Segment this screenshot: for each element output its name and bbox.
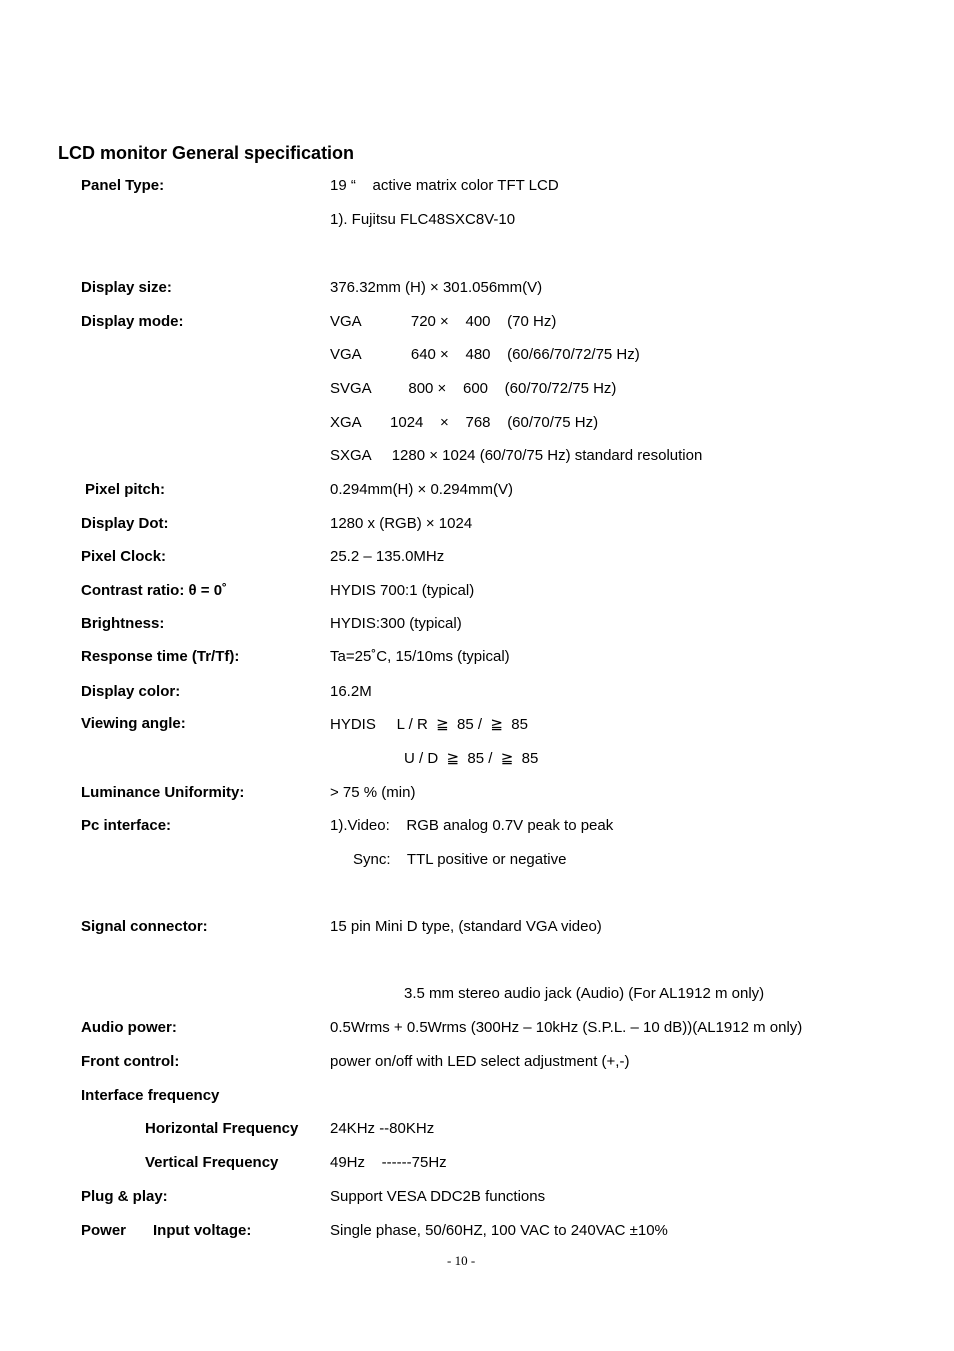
vertical-frequency-label: Vertical Frequency xyxy=(145,1154,279,1171)
viewing-angle-vertical: U / D ≧ 85 / ≧ 85 xyxy=(404,750,539,767)
input-voltage-value: Single phase, 50/60HZ, 100 VAC to 240VAC ±10% xyxy=(330,1222,668,1239)
contrast-ratio-label: Contrast ratio: θ = 0˚ xyxy=(81,582,228,599)
display-mode-item: SXGA 1280 × 1024 (60/70/75 Hz) standard resolution xyxy=(330,447,703,464)
viewing-angle-label: Viewing angle: xyxy=(81,715,186,732)
display-mode-item: SVGA 800 × 600 (60/70/72/75 Hz) xyxy=(330,380,617,397)
luminance-uniformity-value: > 75 % (min) xyxy=(330,784,416,801)
display-mode-item: VGA 720 × 400 (70 Hz) xyxy=(330,313,557,330)
audio-power-value: 0.5Wrms + 0.5Wrms (300Hz – 10kHz (S.P.L. – 10 dB))(AL1912 m only) xyxy=(330,1019,803,1036)
pc-interface-video: 1).Video: RGB analog 0.7V peak to peak xyxy=(330,817,614,834)
pixel-clock-label: Pixel Clock: xyxy=(81,548,167,565)
pc-interface-sync: Sync: TTL positive or negative xyxy=(353,851,567,868)
pc-interface-label: Pc interface: xyxy=(81,817,172,834)
luminance-uniformity-label: Luminance Uniformity: xyxy=(81,784,245,801)
display-color-label: Display color: xyxy=(81,683,181,700)
panel-type-label: Panel Type: xyxy=(81,177,165,194)
signal-connector-video: 15 pin Mini D type, (standard VGA video) xyxy=(330,918,602,935)
horizontal-frequency-value: 24KHz --80KHz xyxy=(330,1120,435,1137)
signal-connector-label: Signal connector: xyxy=(81,918,208,935)
power-label: Power xyxy=(81,1222,127,1239)
plug-play-value: Support VESA DDC2B functions xyxy=(330,1188,546,1205)
display-color-value: 16.2M xyxy=(330,683,372,700)
display-mode-item: VGA 640 × 480 (60/66/70/72/75 Hz) xyxy=(330,346,640,363)
plug-play-label: Plug & play: xyxy=(81,1188,168,1205)
input-voltage-label: Input voltage: xyxy=(153,1222,252,1239)
brightness-value: HYDIS:300 (typical) xyxy=(330,615,462,632)
panel-type-model: 1). Fujitsu FLC48SXC8V-10 xyxy=(330,211,516,228)
display-dot-label: Display Dot: xyxy=(81,515,169,532)
contrast-ratio-value: HYDIS 700:1 (typical) xyxy=(330,582,475,599)
panel-type-value: 19 “ active matrix color TFT LCD xyxy=(330,177,559,194)
pixel-pitch-label: Pixel pitch: xyxy=(85,481,166,498)
display-size-label: Display size: xyxy=(81,279,172,296)
interface-frequency-label: Interface frequency xyxy=(81,1087,220,1104)
response-time-label: Response time (Tr/Tf): xyxy=(81,648,240,665)
front-control-label: Front control: xyxy=(81,1053,180,1070)
page-title: LCD monitor General specification xyxy=(58,143,355,163)
display-size-value: 376.32mm (H) × 301.056mm(V) xyxy=(330,279,543,296)
page-number: - 10 - xyxy=(447,1253,476,1268)
vertical-frequency-value: 49Hz ------75Hz xyxy=(330,1154,447,1171)
viewing-angle-horizontal: HYDIS L / R ≧ 85 / ≧ 85 xyxy=(330,716,528,733)
response-time-value: Ta=25˚C, 15/10ms (typical) xyxy=(330,648,510,665)
pixel-clock-value: 25.2 – 135.0MHz xyxy=(330,548,445,565)
pixel-pitch-value: 0.294mm(H) × 0.294mm(V) xyxy=(330,481,513,498)
signal-connector-audio: 3.5 mm stereo audio jack (Audio) (For AL1912 m only) xyxy=(404,985,765,1002)
display-mode-label: Display mode: xyxy=(81,313,184,330)
horizontal-frequency-label: Horizontal Frequency xyxy=(145,1120,299,1137)
audio-power-label: Audio power: xyxy=(81,1019,177,1036)
brightness-label: Brightness: xyxy=(81,615,165,632)
front-control-value: power on/off with LED select adjustment (+,-) xyxy=(330,1053,630,1070)
display-mode-item: XGA 1024 × 768 (60/70/75 Hz) xyxy=(330,414,599,431)
display-dot-value: 1280 x (RGB) × 1024 xyxy=(330,515,473,532)
